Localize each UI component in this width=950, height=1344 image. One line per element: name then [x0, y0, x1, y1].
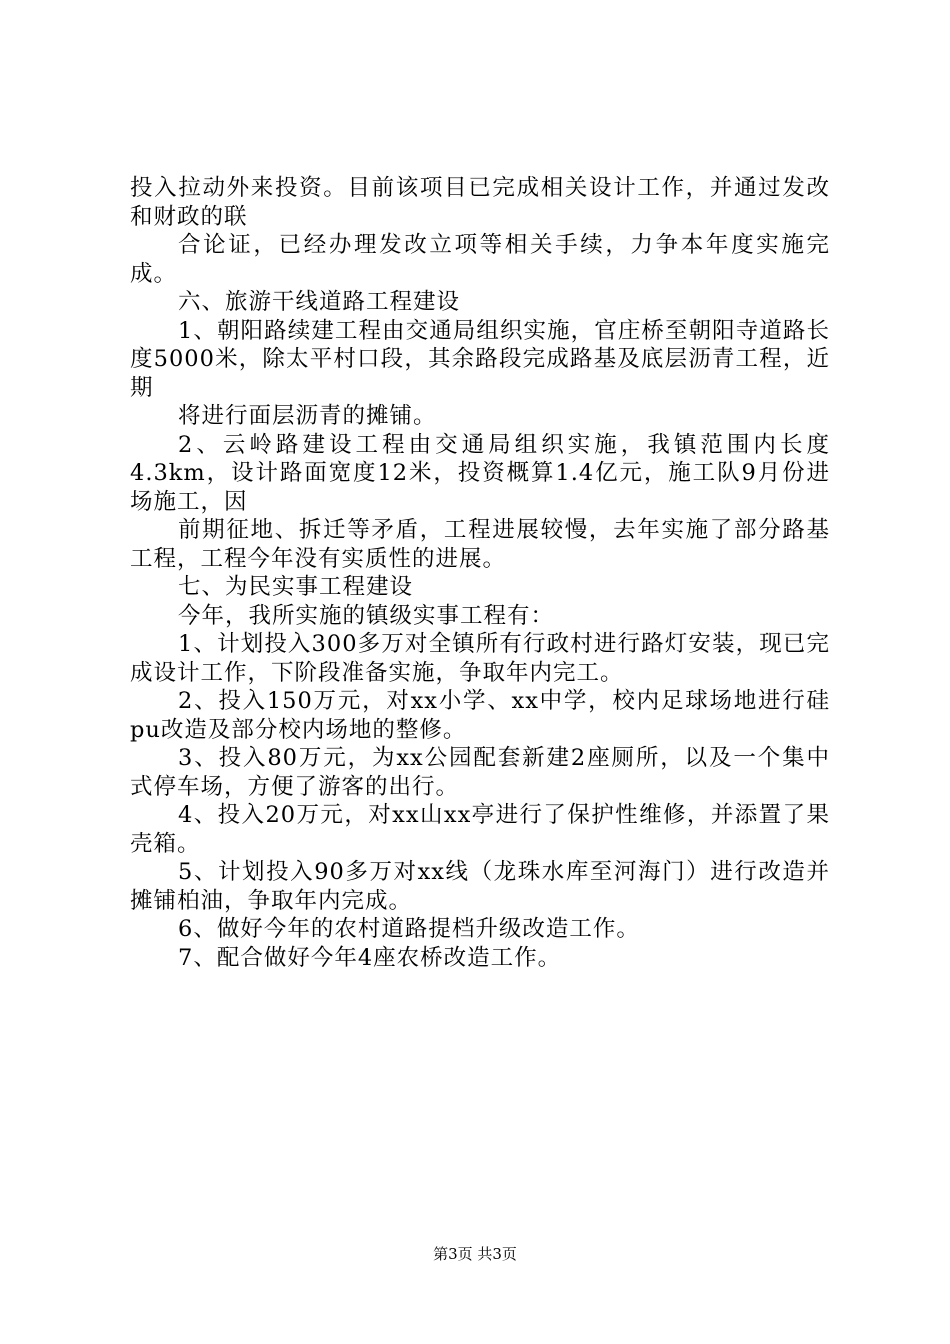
list-item: 2、投入150万元，对xx小学、xx中学，校内足球场地进行硅pu改造及部分校内场地的整修。: [130, 688, 830, 743]
paragraph: 1、朝阳路续建工程由交通局组织实施，官庄桥至朝阳寺道路长度5000米，除太平村口段，其余路段完成路基及底层沥青工程，近期: [130, 317, 830, 401]
list-item: 1、计划投入300多万对全镇所有行政村进行路灯安装，现已完成设计工作，下阶段准备实施，争取年内完工。: [130, 631, 830, 686]
section-heading: 七、为民实事工程建设: [178, 574, 414, 600]
paragraph: 合论证，已经办理发改立项等相关手续，力争本年度实施完成。: [130, 232, 830, 287]
paragraph: 将进行面层沥青的摊铺。: [178, 403, 437, 429]
page-number: 第3页 共3页: [433, 1245, 517, 1263]
paragraph: 今年，我所实施的镇级实事工程有：: [178, 602, 555, 629]
list-item: 5、计划投入90多万对xx线（龙珠水库至河海门）进行改造并摊铺柏油，争取年内完成。: [130, 859, 830, 914]
section-heading: 六、旅游干线道路工程建设: [178, 289, 461, 315]
list-item: 7、配合做好今年4座农桥改造工作。: [178, 944, 562, 971]
paragraph: 前期征地、拆迁等矛盾，工程进展较慢，去年实施了部分路基工程，工程今年没有实质性的进展。: [130, 517, 830, 572]
list-item: 4、投入20万元，对xx山xx亭进行了保护性维修，并添置了果壳箱。: [130, 802, 830, 857]
list-item: 6、做好今年的农村道路提档升级改造工作。: [178, 916, 640, 942]
paragraph: 投入拉动外来投资。目前该项目已完成相关设计工作，并通过发改和财政的联: [130, 175, 830, 230]
list-item: 3、投入80万元，为xx公园配套新建2座厕所，以及一个集中式停车场，方便了游客的出行。: [130, 745, 830, 800]
page-footer: [0, 1244, 950, 1264]
document-body: [130, 174, 830, 972]
paragraph: 2、云岭路建设工程由交通局组织实施，我镇范围内长度4.3km，设计路面宽度12米，投资概算1.4亿元，施工队9月份进场施工，因: [130, 431, 830, 515]
